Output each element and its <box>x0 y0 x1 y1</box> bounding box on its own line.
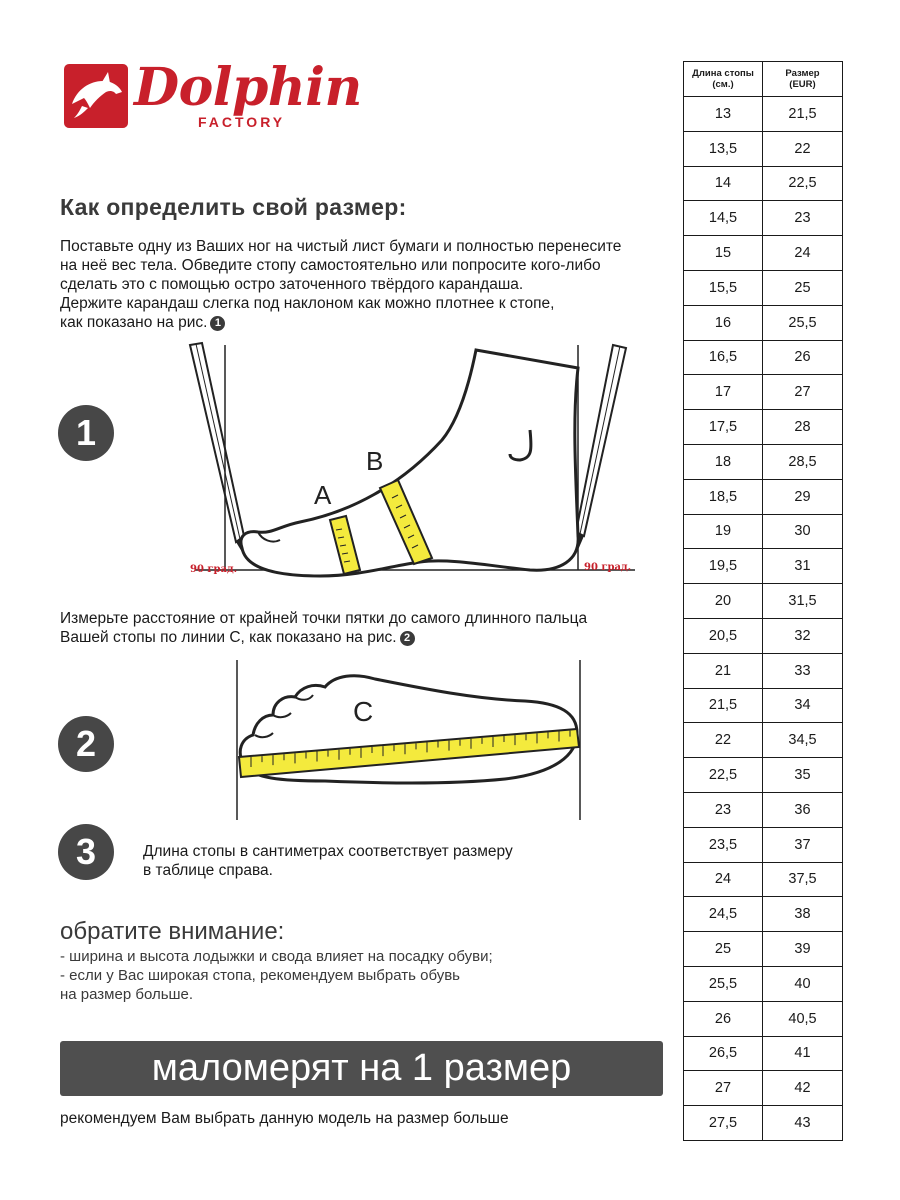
header-foot-length: Длина стопы (см.) <box>684 62 763 97</box>
angle-label-left: 90 град. <box>190 564 238 575</box>
eur-size-cell: 24 <box>763 236 843 271</box>
table-row <box>684 827 843 862</box>
table-row <box>684 444 843 479</box>
instructions-line: как показано на рис. 1 <box>60 313 621 332</box>
table-row <box>684 758 843 793</box>
foot-length-cell: 26 <box>684 1001 763 1036</box>
instructions-text <box>60 237 621 332</box>
eur-size-cell: 37 <box>763 827 843 862</box>
table-row <box>684 305 843 340</box>
size-table <box>683 61 843 1141</box>
foot-length-cell: 13,5 <box>684 131 763 166</box>
figure-ref-badge: 1 <box>210 316 225 331</box>
foot-length-cell: 23,5 <box>684 827 763 862</box>
table-row <box>684 792 843 827</box>
table-row <box>684 862 843 897</box>
table-row <box>684 270 843 305</box>
measure-line: Вашей стопы по линии С, как показано на рис. 2 <box>60 628 587 647</box>
attention-item: - ширина и высота лодыжки и свода влияет на посадку обуви; <box>60 948 493 965</box>
brand-name: Dolphin <box>134 57 362 118</box>
table-row <box>684 236 843 271</box>
foot-length-cell: 15,5 <box>684 270 763 305</box>
table-row <box>684 1036 843 1071</box>
step3-line: в таблице справа. <box>143 862 273 879</box>
eur-size-cell: 22 <box>763 131 843 166</box>
foot-length-cell: 17,5 <box>684 410 763 445</box>
attention-list <box>60 947 493 1004</box>
table-row <box>684 1071 843 1106</box>
eur-size-cell: 23 <box>763 201 843 236</box>
foot-length-cell: 20 <box>684 584 763 619</box>
label-a: A <box>314 480 332 510</box>
foot-length-cell: 18,5 <box>684 479 763 514</box>
eur-size-cell: 25 <box>763 270 843 305</box>
foot-length-cell: 25 <box>684 932 763 967</box>
eur-size-cell: 35 <box>763 758 843 793</box>
eur-size-cell: 21,5 <box>763 97 843 132</box>
eur-size-cell: 40,5 <box>763 1001 843 1036</box>
eur-size-cell: 34,5 <box>763 723 843 758</box>
table-row <box>684 723 843 758</box>
foot-length-cell: 22,5 <box>684 758 763 793</box>
instructions-line: Держите карандаш слегка под наклоном как можно плотнее к стопе, <box>60 295 555 312</box>
eur-size-cell: 38 <box>763 897 843 932</box>
foot-length-cell: 14 <box>684 166 763 201</box>
table-row <box>684 201 843 236</box>
instructions-line: сделать это с помощью остро заточенного твёрдого карандаша. <box>60 276 524 293</box>
foot-length-cell: 17 <box>684 375 763 410</box>
foot-length-cell: 27 <box>684 1071 763 1106</box>
step-3-badge: 3 <box>58 824 114 880</box>
pencil-left-icon <box>190 343 244 552</box>
brand-logo <box>64 57 364 130</box>
foot-length-cell: 19 <box>684 514 763 549</box>
figure-ref-badge: 2 <box>400 631 415 646</box>
header-size-eur: Размер (EUR) <box>763 62 843 97</box>
eur-size-cell: 30 <box>763 514 843 549</box>
eur-size-cell: 28,5 <box>763 444 843 479</box>
table-row <box>684 97 843 132</box>
eur-size-cell: 39 <box>763 932 843 967</box>
table-row <box>684 549 843 584</box>
brand-subtitle: FACTORY <box>198 114 286 130</box>
foot-length-cell: 24 <box>684 862 763 897</box>
sizing-banner: маломерят на 1 размер <box>60 1041 663 1096</box>
measure-text <box>60 609 587 647</box>
foot-length-cell: 18 <box>684 444 763 479</box>
foot-length-cell: 13 <box>684 97 763 132</box>
measure-line: Измерьте расстояние от крайней точки пятки до самого длинного пальца <box>60 610 588 627</box>
step-2-badge: 2 <box>58 716 114 772</box>
eur-size-cell: 37,5 <box>763 862 843 897</box>
eur-size-cell: 40 <box>763 966 843 1001</box>
label-b: B <box>366 446 384 476</box>
table-row <box>684 340 843 375</box>
foot-length-cell: 27,5 <box>684 1106 763 1141</box>
foot-length-cell: 25,5 <box>684 966 763 1001</box>
eur-size-cell: 28 <box>763 410 843 445</box>
table-row <box>684 966 843 1001</box>
size-table-header <box>684 62 843 97</box>
footer-note: рекомендуем Вам выбрать данную модель на размер больше <box>60 1110 509 1127</box>
table-row <box>684 131 843 166</box>
foot-length-cell: 19,5 <box>684 549 763 584</box>
foot-length-cell: 14,5 <box>684 201 763 236</box>
eur-size-cell: 34 <box>763 688 843 723</box>
foot-length-cell: 26,5 <box>684 1036 763 1071</box>
step-1-badge: 1 <box>58 405 114 461</box>
table-row <box>684 932 843 967</box>
eur-size-cell: 25,5 <box>763 305 843 340</box>
foot-length-cell: 23 <box>684 792 763 827</box>
dolphin-icon <box>64 64 128 128</box>
pencil-right-icon <box>576 345 626 550</box>
figure-foot-top <box>225 655 595 825</box>
eur-size-cell: 42 <box>763 1071 843 1106</box>
attention-item: - если у Вас широкая стопа, рекомендуем выбрать обувь <box>60 967 460 984</box>
table-row <box>684 1001 843 1036</box>
instructions-line: на неё вес тела. Обведите стопу самостоятельно или попросите кого-либо <box>60 257 601 274</box>
figure-foot-side <box>180 340 650 590</box>
foot-length-cell: 20,5 <box>684 618 763 653</box>
foot-length-cell: 15 <box>684 236 763 271</box>
table-row <box>684 375 843 410</box>
foot-length-cell: 24,5 <box>684 897 763 932</box>
foot-length-cell: 22 <box>684 723 763 758</box>
instructions-line: Поставьте одну из Ваших ног на чистый лист бумаги и полностью перенесите <box>60 238 622 255</box>
eur-size-cell: 32 <box>763 618 843 653</box>
foot-length-cell: 16 <box>684 305 763 340</box>
eur-size-cell: 26 <box>763 340 843 375</box>
eur-size-cell: 41 <box>763 1036 843 1071</box>
foot-length-cell: 16,5 <box>684 340 763 375</box>
table-row <box>684 618 843 653</box>
eur-size-cell: 31 <box>763 549 843 584</box>
table-row <box>684 688 843 723</box>
eur-size-cell: 43 <box>763 1106 843 1141</box>
label-c: C <box>353 696 374 727</box>
table-row <box>684 584 843 619</box>
step3-text <box>143 842 513 880</box>
eur-size-cell: 33 <box>763 653 843 688</box>
eur-size-cell: 29 <box>763 479 843 514</box>
table-row <box>684 479 843 514</box>
table-row <box>684 410 843 445</box>
table-row <box>684 897 843 932</box>
page-title: Как определить свой размер: <box>60 194 407 220</box>
attention-item: на размер больше. <box>60 986 194 1003</box>
table-row <box>684 653 843 688</box>
table-row <box>684 514 843 549</box>
eur-size-cell: 27 <box>763 375 843 410</box>
attention-title: обратите внимание: <box>60 918 285 945</box>
foot-length-cell: 21 <box>684 653 763 688</box>
table-row <box>684 1106 843 1141</box>
angle-label-right: 90 град. <box>584 562 632 573</box>
eur-size-cell: 31,5 <box>763 584 843 619</box>
foot-length-cell: 21,5 <box>684 688 763 723</box>
table-row <box>684 166 843 201</box>
eur-size-cell: 22,5 <box>763 166 843 201</box>
step3-line: Длина стопы в сантиметрах соответствует размеру <box>143 843 513 860</box>
eur-size-cell: 36 <box>763 792 843 827</box>
